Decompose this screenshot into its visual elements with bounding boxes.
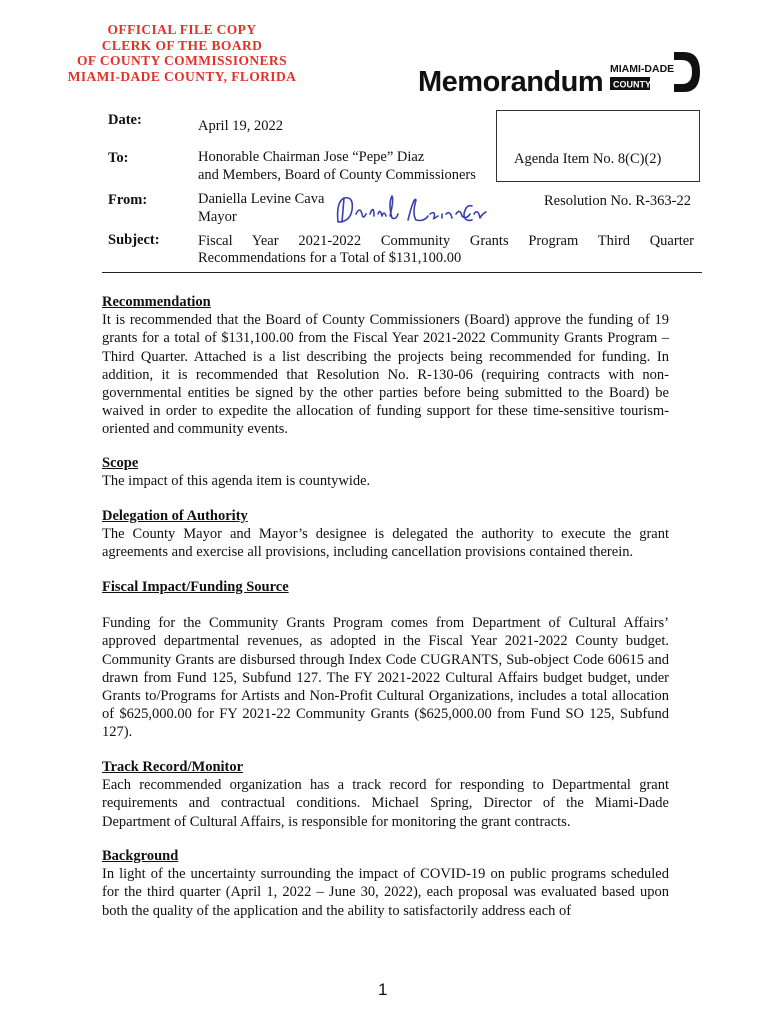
- signature-image: [330, 192, 490, 228]
- stamp-line: OF COUNTY COMMISSIONERS: [77, 53, 287, 68]
- track-record-section: [102, 758, 669, 831]
- header-divider: [102, 272, 702, 273]
- miami-dade-logo: [610, 50, 702, 96]
- delegation-section: [102, 507, 669, 562]
- scope-body: The impact of this agenda item is countywide.: [102, 473, 371, 490]
- stamp-line: OFFICIAL FILE COPY: [107, 22, 257, 37]
- official-file-copy-stamp: [62, 22, 302, 84]
- scope-heading: Scope: [102, 455, 139, 471]
- from-sender: [198, 190, 324, 226]
- track-record-body: Each recommended organization has a track record for responding to Departmental grant requirements and contractual conditions. Michael Spring, Director of the Miami-Dade Department of Cultural Affairs, is responsible for monitoring the grant contracts.: [102, 777, 669, 830]
- logo-line2: COUNTY: [613, 79, 651, 90]
- delegation-body: The County Mayor and Mayor’s designee is delegated the authority to execute the grant agreements and exercise all provisions, including cancellation provisions contained therein.: [102, 526, 669, 561]
- memorandum-title: Memorandum: [418, 66, 604, 98]
- subject-line1: Fiscal Year 2021-2022 Community Grants Program Third Quarter: [198, 233, 694, 249]
- page-number: 1: [378, 980, 388, 999]
- from-label: From:: [108, 192, 148, 208]
- fiscal-impact-section: [102, 578, 669, 742]
- agenda-item-box: [496, 110, 700, 182]
- recommendation-section: [102, 293, 669, 439]
- resolution-number: Resolution No. R-363-22: [544, 193, 692, 209]
- logo-line1: MIAMI-DADE: [610, 63, 675, 75]
- background-body: In light of the uncertainty surrounding the impact of COVID-19 on public programs scheduled for the third quarter (April 1, 2022 – June 30, 2022), each proposal was evaluated based upon both the quality of the application and the ability to satisfactorily address each of: [102, 866, 669, 919]
- to-line: and Members, Board of County Commissioners: [198, 167, 476, 183]
- to-line: Honorable Chairman Jose “Pepe” Diaz: [198, 149, 425, 165]
- stamp-line: MIAMI-DADE COUNTY, FLORIDA: [67, 68, 297, 84]
- from-line: Daniella Levine Cava: [198, 191, 325, 207]
- fiscal-impact-heading: Fiscal Impact/Funding Source: [102, 579, 289, 595]
- to-recipients: [198, 148, 476, 184]
- date-value: April 19, 2022: [198, 118, 283, 134]
- subject-label: Subject:: [108, 232, 160, 248]
- agenda-item-number: Agenda Item No. 8(C)(2): [514, 151, 662, 167]
- recommendation-heading: Recommendation: [102, 294, 211, 310]
- stamp-line: CLERK OF THE BOARD: [101, 37, 263, 53]
- recommendation-body: It is recommended that the Board of County Commissioners (Board) approve the funding of 19 grants for a total of $131,100.00 from the Fiscal Year 2021-2022 Community Grants Program – Third Quarter. Attached is a list describing the projects being recommended for funding. In addition, it is recommended that Resolution No. R-130-06 (requiring contracts with non-governmental entities be signed by the other parties before being submitted to the Board) be waived in order to expedite the allocation of funding support for these time-sensitive tourism-oriented and community events.: [102, 312, 669, 438]
- subject-line2: Recommendations for a Total of $131,100.00: [198, 250, 462, 266]
- date-label: Date:: [108, 112, 142, 128]
- track-record-heading: Track Record/Monitor: [102, 759, 244, 775]
- from-line: Mayor: [198, 209, 237, 225]
- scope-section: [102, 454, 669, 490]
- delegation-heading: Delegation of Authority: [102, 508, 248, 524]
- to-label: To:: [108, 150, 129, 166]
- fiscal-impact-body: Funding for the Community Grants Program comes from Department of Cultural Affairs’ approved departmental revenues, as adopted in the Fiscal Year 2021-2022 County budget. Community Grants are disbursed through Index Code CUGRANTS, Sub-object Code 60615 and drawn from Fund 125, Subfund 127. The FY 2021-2022 Cultural Affairs budget budget, under Grants to/Programs for Artists and Non-Profit Cultural Organizations, includes a total allocation of $625,000.00 for FY 2021-22 Community Grants ($625,000.00 from Fund SO 125, Subfund 127).: [102, 615, 669, 741]
- background-section: [102, 847, 669, 920]
- background-heading: Background: [102, 848, 179, 864]
